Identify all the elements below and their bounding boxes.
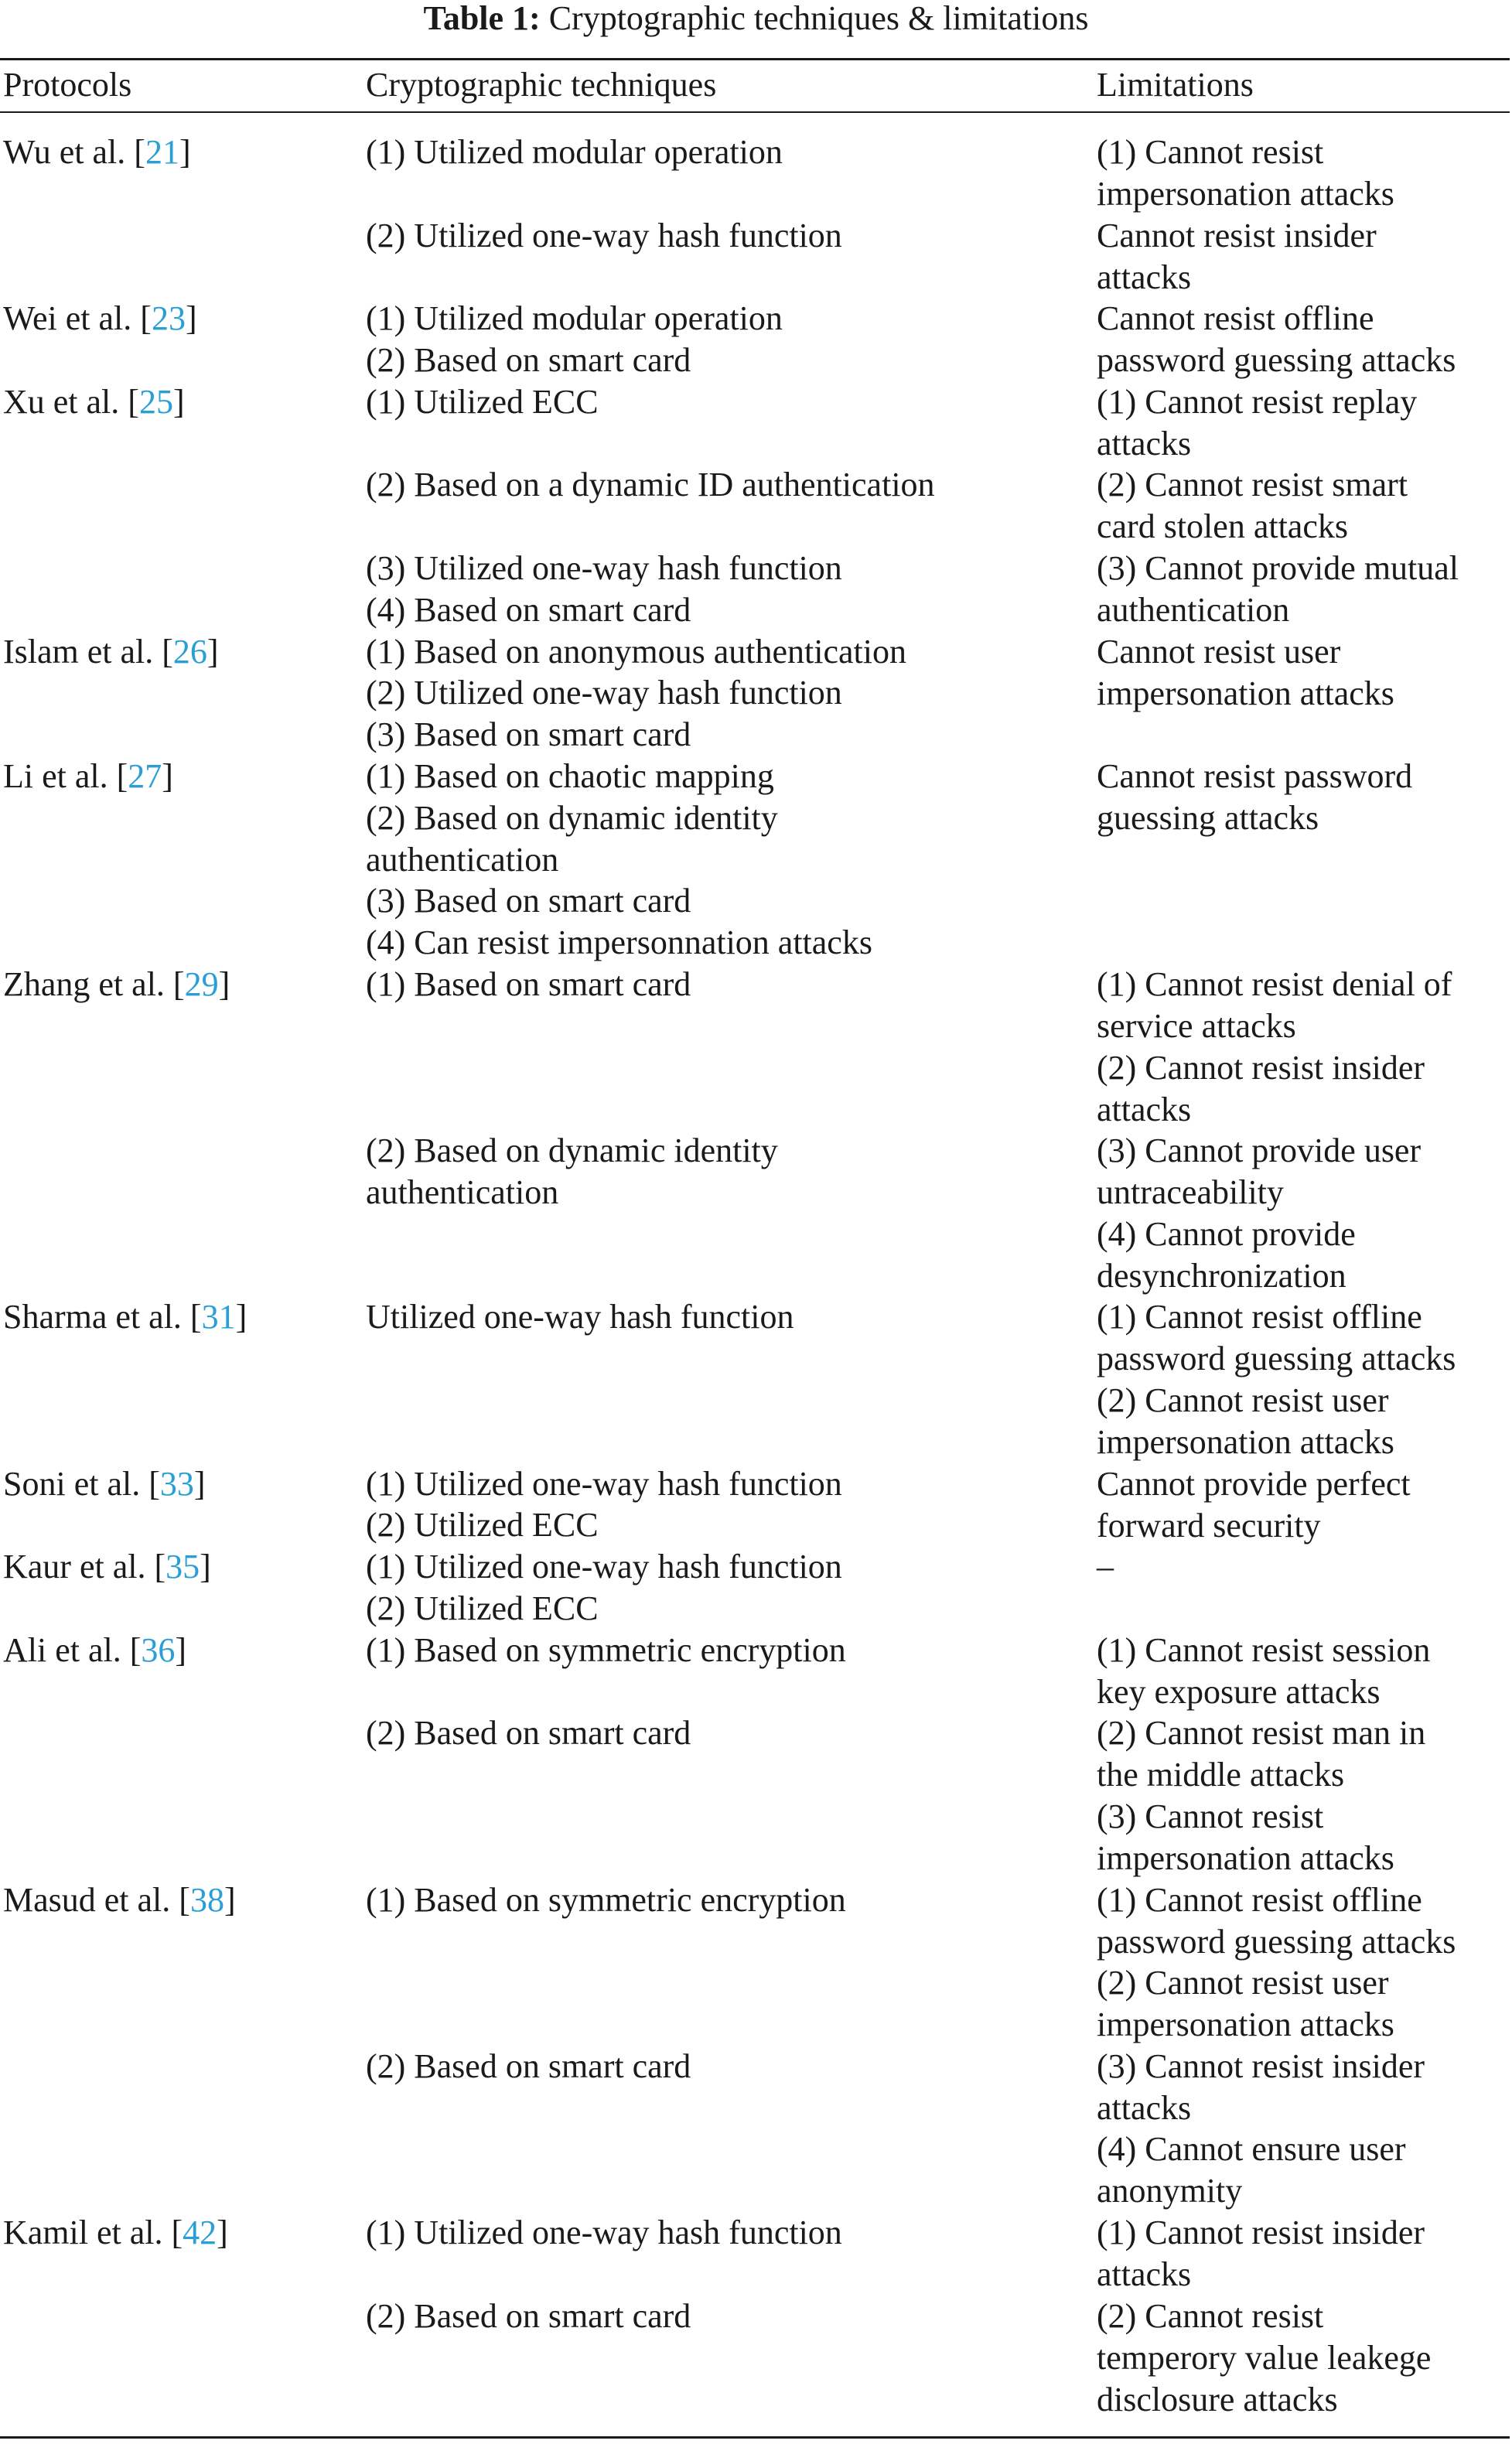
limitation-item: (2) Cannot resist temperory value leakege disclosure attacks — [1097, 2296, 1432, 2418]
citation-link[interactable]: 38 — [189, 1880, 224, 1919]
bottom-rule — [0, 2436, 1510, 2439]
technique-item: (1) Utilized ECC — [366, 382, 599, 421]
limitation-item: (1) Cannot resist offline password guessing attacks — [1097, 1880, 1456, 1961]
limitation-item: (1) Cannot resist impersonation attacks — [1097, 133, 1394, 213]
technique-item: (1) Based on symmetric encryption — [366, 1880, 846, 1919]
citation-link[interactable]: 35 — [166, 1548, 200, 1586]
limitation-item: (3) Cannot resist insider attacks — [1097, 2046, 1425, 2127]
protocol-name: Ali et al. — [3, 1630, 130, 1669]
protocol-cell: Li et al. [27] — [3, 757, 173, 795]
technique-item: (2) Based on smart card — [366, 2046, 691, 2085]
technique-item: (2) Utilized one-way hash function — [366, 216, 842, 254]
protocol-cell: Sharma et al. [31] — [3, 1298, 247, 1336]
protocol-name: Xu et al. — [3, 382, 128, 421]
technique-item: (2) Utilized one-way hash function — [366, 674, 842, 712]
protocol-name: Kaur et al. — [3, 1548, 155, 1586]
citation-link[interactable]: 25 — [138, 382, 173, 421]
technique-item: (3) Based on smart card — [366, 882, 691, 920]
limitation-item: (4) Cannot provide desynchronization — [1097, 1214, 1356, 1295]
limitation-item: (1) Cannot resist replay attacks — [1097, 382, 1418, 463]
limitation-item: (1) Cannot resist insider attacks — [1097, 2214, 1425, 2293]
protocol-cell: Islam et al. [26] — [3, 632, 219, 671]
caption-label: Table 1: — [423, 0, 541, 37]
technique-item: (1) Utilized one-way hash function — [366, 1464, 842, 1503]
technique-item: (2) Based on smart card — [366, 341, 691, 379]
citation-link[interactable]: 26 — [172, 632, 207, 671]
protocol-name: Wei et al. — [3, 299, 141, 338]
header-rule — [0, 111, 1510, 113]
technique-item: (2) Based on dynamic identity authentication — [366, 1132, 778, 1212]
technique-item: (2) Based on smart card — [366, 1714, 691, 1753]
technique-item: (2) Utilized ECC — [366, 1589, 599, 1627]
protocol-name: Wu et al. — [3, 133, 135, 171]
protocol-name: Islam et al. — [3, 632, 162, 671]
limitation-item: Cannot provide perfect forward security — [1097, 1464, 1411, 1545]
citation-link[interactable]: 42 — [183, 2214, 217, 2251]
protocol-name: Soni et al. — [3, 1464, 149, 1503]
technique-item: (1) Utilized one-way hash function — [366, 1548, 842, 1586]
limitation-item: (2) Cannot resist smart card stolen attacks — [1097, 466, 1408, 546]
protocol-cell: Wei et al. [23] — [3, 299, 197, 338]
limitation-item: Cannot resist user impersonation attacks — [1097, 632, 1394, 712]
limitation-item: Cannot resist insider attacks — [1097, 216, 1377, 296]
technique-item: (1) Based on anonymous authentication — [366, 632, 906, 671]
protocol-name: Li et al. — [3, 757, 117, 795]
header-limitations: Limitations — [1097, 66, 1254, 104]
limitation-item: (2) Cannot resist user impersonation attacks — [1097, 1964, 1394, 2044]
citation-link[interactable]: 31 — [201, 1298, 236, 1336]
technique-item: (4) Can resist impersonnation attacks — [366, 923, 872, 962]
technique-item: (2) Based on smart card — [366, 2296, 691, 2335]
technique-item: (1) Based on chaotic mapping — [366, 757, 774, 795]
protocol-cell: Ali et al. [36] — [3, 1630, 187, 1669]
technique-item: (2) Based on dynamic identity authentication — [366, 798, 778, 879]
citation-link[interactable]: 21 — [145, 133, 179, 171]
technique-item: Utilized one-way hash function — [366, 1298, 794, 1336]
technique-item: (3) Utilized one-way hash function — [366, 549, 842, 587]
citation-link[interactable]: 23 — [151, 299, 186, 338]
limitation-item: (3) Cannot provide mutual authentication — [1097, 549, 1459, 629]
citation-link[interactable]: 27 — [128, 757, 162, 795]
protocol-cell: Kamil et al. [42] — [3, 2214, 228, 2251]
header-techniques: Cryptographic techniques — [366, 66, 717, 104]
technique-item: (4) Based on smart card — [366, 590, 691, 629]
limitation-item: (3) Cannot provide user untraceability — [1097, 1132, 1422, 1212]
protocol-cell: Soni et al. [33] — [3, 1464, 206, 1503]
protocol-name: Kamil et al. — [3, 2214, 172, 2251]
protocol-cell: Kaur et al. [35] — [3, 1548, 211, 1586]
limitation-item: (1) Cannot resist offline password guessing attacks — [1097, 1298, 1456, 1378]
citation-link[interactable]: 29 — [184, 965, 219, 1003]
technique-item: (3) Based on smart card — [366, 715, 691, 754]
limitation-item: (2) Cannot resist man in the middle attacks — [1097, 1714, 1426, 1794]
technique-item: (2) Utilized ECC — [366, 1506, 599, 1545]
limitation-item: – — [1097, 1548, 1114, 1586]
technique-item: (2) Based on a dynamic ID authentication — [366, 466, 935, 504]
protocol-cell: Wu et al. [21] — [3, 133, 191, 171]
technique-item: (1) Based on symmetric encryption — [366, 1630, 846, 1669]
limitation-item: (1) Cannot resist session key exposure attacks — [1097, 1630, 1431, 1711]
limitation-item: Cannot resist offline password guessing attacks — [1097, 299, 1456, 380]
limitation-item: (3) Cannot resist impersonation attacks — [1097, 1797, 1394, 1877]
protocol-name: Zhang et al. — [3, 965, 173, 1003]
table-caption — [0, 0, 1512, 37]
technique-item: (1) Based on smart card — [366, 965, 691, 1003]
protocol-cell: Zhang et al. [29] — [3, 965, 230, 1003]
top-rule — [0, 58, 1510, 60]
technique-item: (1) Utilized modular operation — [366, 299, 783, 338]
citation-link[interactable]: 36 — [141, 1630, 176, 1669]
protocol-cell: Xu et al. [25] — [3, 382, 185, 421]
limitation-item: (2) Cannot resist user impersonation attacks — [1097, 1381, 1394, 1461]
technique-item: (1) Utilized one-way hash function — [366, 2214, 842, 2251]
header-protocols: Protocols — [3, 66, 132, 104]
protocol-name: Masud et al. — [3, 1880, 179, 1919]
limitation-item: (2) Cannot resist insider attacks — [1097, 1048, 1425, 1128]
limitation-item: (4) Cannot ensure user anonymity — [1097, 2130, 1406, 2210]
technique-item: (1) Utilized modular operation — [366, 133, 783, 171]
protocol-cell: Masud et al. [38] — [3, 1880, 236, 1919]
limitation-item: Cannot resist password guessing attacks — [1097, 757, 1413, 837]
caption-title: Cryptographic techniques & limitations — [548, 0, 1089, 37]
limitation-item: (1) Cannot resist denial of service attacks — [1097, 965, 1452, 1045]
protocol-name: Sharma et al. — [3, 1298, 190, 1336]
citation-link[interactable]: 33 — [159, 1464, 194, 1503]
